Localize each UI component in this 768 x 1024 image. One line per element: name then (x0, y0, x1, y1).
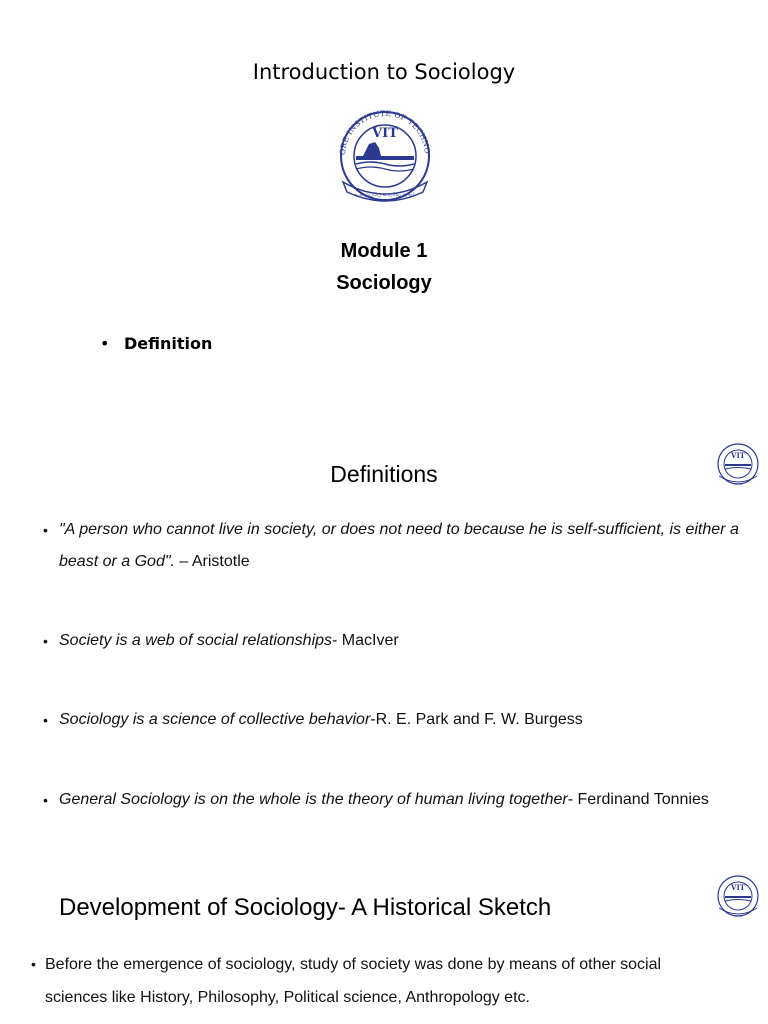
definition-author: - Ferdinand Tonnies (567, 791, 709, 808)
vit-seal-icon (713, 874, 763, 920)
bullet-icon: • (31, 956, 36, 972)
bullet-text: Definition (124, 334, 213, 353)
module-title: Module 1 (340, 240, 428, 262)
definition-quote: Sociology is a science of collective behavior (59, 711, 371, 728)
list-item (31, 948, 705, 1014)
bullet-icon: • (100, 334, 110, 353)
bullet-icon: • (43, 712, 48, 728)
bullet-icon: • (43, 522, 48, 538)
vit-logo-small (713, 874, 763, 920)
list-item (43, 625, 739, 657)
list-item (100, 334, 212, 353)
bullet-icon: • (43, 792, 48, 808)
svg-text:VIT: VIT (372, 126, 398, 141)
module-subtitle: Sociology (336, 272, 432, 294)
definition-quote: General Sociology is on the whole is the theory of human living together (59, 791, 568, 808)
slide-title-definitions: Definitions (330, 461, 438, 487)
vit-logo (331, 104, 439, 204)
slide-title-development: Development of Sociology- A Historical Sketch (59, 894, 552, 921)
bullet-icon: • (43, 633, 48, 649)
definition-quote: Society is a web of social relationships (59, 632, 333, 649)
definition-author: -R. E. Park and F. W. Burgess (370, 711, 583, 728)
definition-author: - MacIver (332, 632, 399, 649)
vit-seal-icon (713, 442, 763, 488)
paragraph-text: Before the emergence of sociology, study of society was done by means of other social sciences like History, Philosophy, Political science, Anthropology etc. (45, 956, 662, 1006)
svg-text:உழைப்பே உயர்வு தரும்: உழைப்பே உயர்வு தரும் (354, 192, 416, 198)
list-item (43, 704, 739, 736)
definition-author: – Aristotle (174, 553, 250, 570)
svg-text:VIT: VIT (731, 451, 745, 460)
vit-seal-icon (331, 104, 439, 204)
definition-quote: "A person who cannot live in society, or does not need to because he is self-sufficient, is either a beast or a God". (59, 521, 739, 570)
list-item (43, 514, 739, 578)
vit-logo-small (713, 442, 763, 488)
svg-text:VIT: VIT (731, 883, 745, 892)
slide-title-intro: Introduction to Sociology (252, 60, 516, 84)
list-item (43, 784, 729, 816)
svg-text:VELLORE INSTITUTE OF TECHNOLOG: ORE INSTITUTE OF TECHNO (337, 108, 433, 156)
